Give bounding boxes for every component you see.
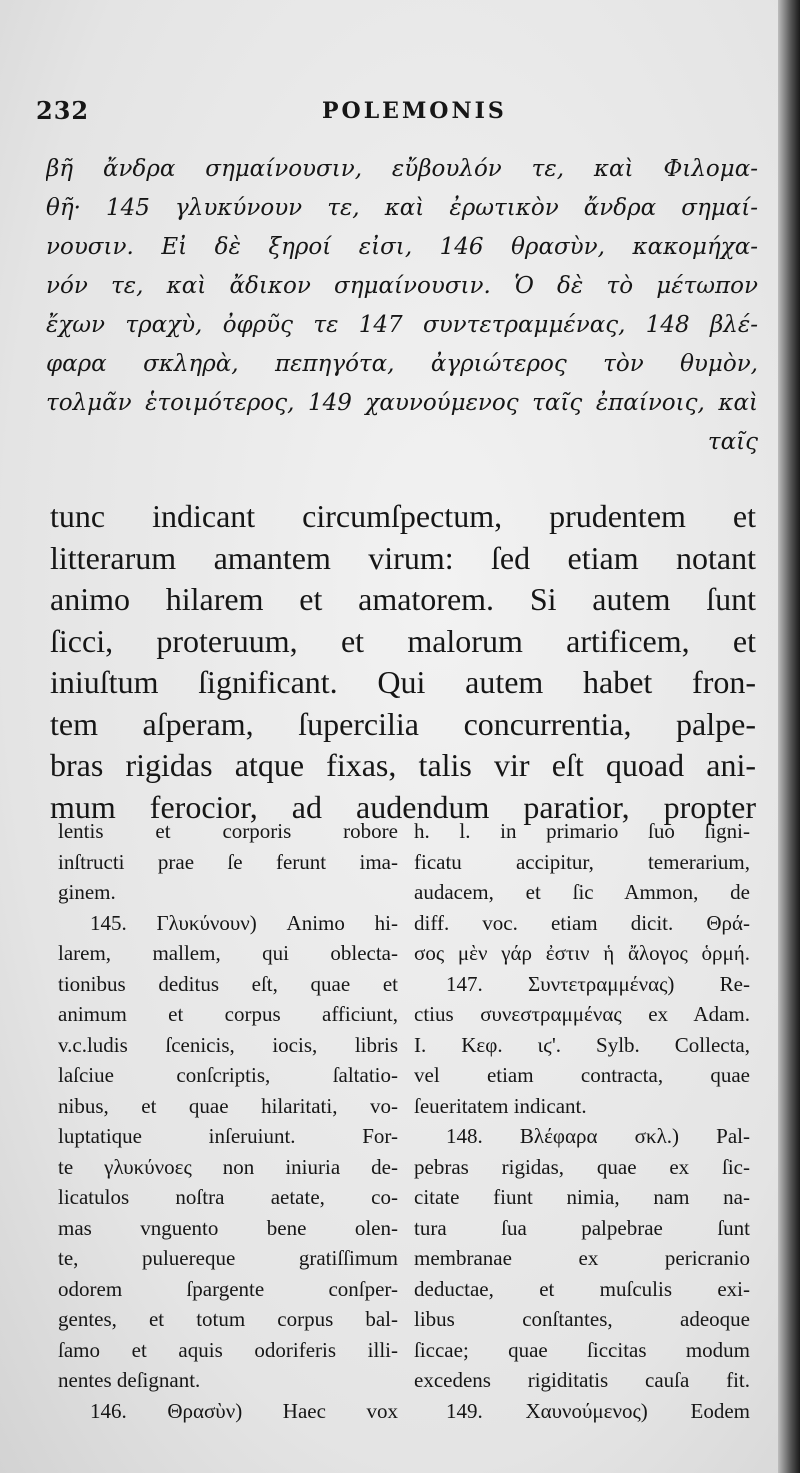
page-header [36, 96, 756, 136]
note-line: ſamo et aquis odoriferis illi- [58, 1337, 398, 1362]
note-line: tionibus deditus eſt, quae et [58, 971, 398, 996]
note-line: nentes deſignant. [58, 1368, 201, 1392]
note-line: deductae, et muſculis exi- [414, 1276, 750, 1301]
note-line: 145. Γλυκύνουν) Animo hi- [90, 910, 398, 935]
note-line: animum et corpus afficiunt, [58, 1002, 398, 1026]
greek-line: νουσιν. Εἰ δὲ ξηροί εἰσι, 146 θρασὺν, κακομήχα- [46, 234, 758, 260]
note-line: 148. Βλέφαρα σκλ.) Pal- [446, 1124, 750, 1148]
latin-line: animo hilarem et amatorem. Si autem ſunt [50, 581, 756, 617]
note-line: citate fiunt nimia, nam na- [414, 1185, 750, 1209]
note-line: ficatu accipitur, temerarium, [414, 849, 750, 874]
latin-translation-block [50, 496, 756, 828]
note-line: 147. Συντετραμμένας) Re- [446, 971, 750, 996]
note-line: luptatique inſeruiunt. For- [58, 1124, 398, 1148]
note-line: v.c.ludis ſcenicis, iocis, libris [58, 1032, 398, 1057]
greek-line: βῆ ἄνδρα σημαίνουσιν, εὔβουλόν τε, καὶ Φιλομα- [46, 156, 758, 182]
note-line: ſiccae; quae ſiccitas modum [414, 1337, 750, 1362]
note-line: inſtructi prae ſe ferunt ima- [58, 849, 398, 874]
catchword: ταῖς [707, 429, 758, 455]
note-line: tura ſua palpebrae ſunt [414, 1215, 750, 1240]
latin-line: litterarum amantem virum: ſed etiam notant [50, 539, 756, 576]
greek-line: τολμᾶν ἑτοιμότερος, 149 χαυνούμενος ταῖς ἐπαίνοις, καὶ [46, 390, 758, 416]
note-line: 146. Θρασὺν) Haec vox [90, 1398, 398, 1423]
note-line: larem, mallem, qui oblecta- [58, 941, 398, 965]
note-line: gentes, et totum corpus bal- [58, 1307, 398, 1331]
latin-line: iniuſtum ſignificant. Qui autem habet fron- [50, 664, 756, 700]
note-line: audacem, et ſic Ammon, de [414, 880, 750, 904]
greek-line: φαρα σκληρὰ, πεπηγότα, ἀγριώτερος τὸν θυμὸν, [46, 351, 758, 377]
latin-line: tem aſperam, ſupercilia concurrentia, palpe- [50, 705, 756, 742]
note-line: libus conſtantes, adeoque [414, 1307, 750, 1331]
note-line: I. Κεφ. ιϛ'. Sylb. Collecta, [414, 1032, 750, 1057]
latin-line: mum ferocior, ad audendum paratior, propter [50, 788, 756, 825]
notes-column-left [58, 816, 398, 1426]
greek-line: θῆ· 145 γλυκύνουν τε, καὶ ἐρωτικὸν ἄνδρα σημαί- [46, 195, 758, 221]
note-line: pebras rigidas, quae ex ſic- [414, 1154, 750, 1179]
page-edge-shadow [778, 0, 800, 1473]
note-line: ctius συνεστραμμένας ex Adam. [414, 1002, 750, 1026]
note-line: excedens rigiditatis cauſa fit. [414, 1368, 750, 1392]
note-line: 149. Χαυνούμενος) Eodem [446, 1398, 750, 1423]
notes-column-right [414, 816, 750, 1426]
greek-line: νόν τε, καὶ ἄδικον σημαίνουσιν. Ὁ δὲ τὸ μέτωπον [46, 273, 758, 299]
greek-text-block [46, 150, 758, 462]
note-line: mas vnguento bene olen- [58, 1215, 398, 1240]
latin-line: bras rigidas atque fixas, talis vir eſt quoad ani- [50, 747, 756, 783]
note-line: te, puluereque gratiſſimum [58, 1246, 398, 1270]
latin-line: tunc indicant circumſpectum, prudentem et [50, 498, 756, 534]
note-line: odorem ſpargente conſper- [58, 1276, 398, 1301]
note-line: lentis et corporis robore [58, 819, 398, 843]
note-line: ſeueritatem indicant. [414, 1093, 587, 1118]
note-line: σος μὲν γάρ ἐστιν ἡ ἄλογος ὁρμή. [414, 941, 750, 965]
page-number: 232 [36, 96, 90, 125]
note-line: laſciue conſcriptis, ſaltatio- [58, 1063, 398, 1087]
note-line: licatulos noſtra aetate, co- [58, 1185, 398, 1209]
note-line: nibus, et quae hilaritati, vo- [58, 1093, 398, 1118]
greek-line: ἔχων τραχὺ, ὀφρῦς τε 147 συντετραμμένας, 148 βλέ- [46, 312, 758, 338]
note-line: te γλυκύνοες non iniuria de- [58, 1154, 398, 1179]
note-line: membranae ex pericranio [414, 1246, 750, 1270]
note-line: ginem. [58, 880, 116, 904]
note-line: diff. voc. etiam dicit. Θρά- [414, 910, 750, 935]
latin-line: ſicci, proteruum, et malorum artificem, et [50, 622, 756, 659]
note-line: vel etiam contracta, quae [414, 1063, 750, 1087]
running-head: POLEMONIS [322, 98, 507, 124]
note-line: h. l. in primario ſuo ſigni- [414, 819, 750, 843]
